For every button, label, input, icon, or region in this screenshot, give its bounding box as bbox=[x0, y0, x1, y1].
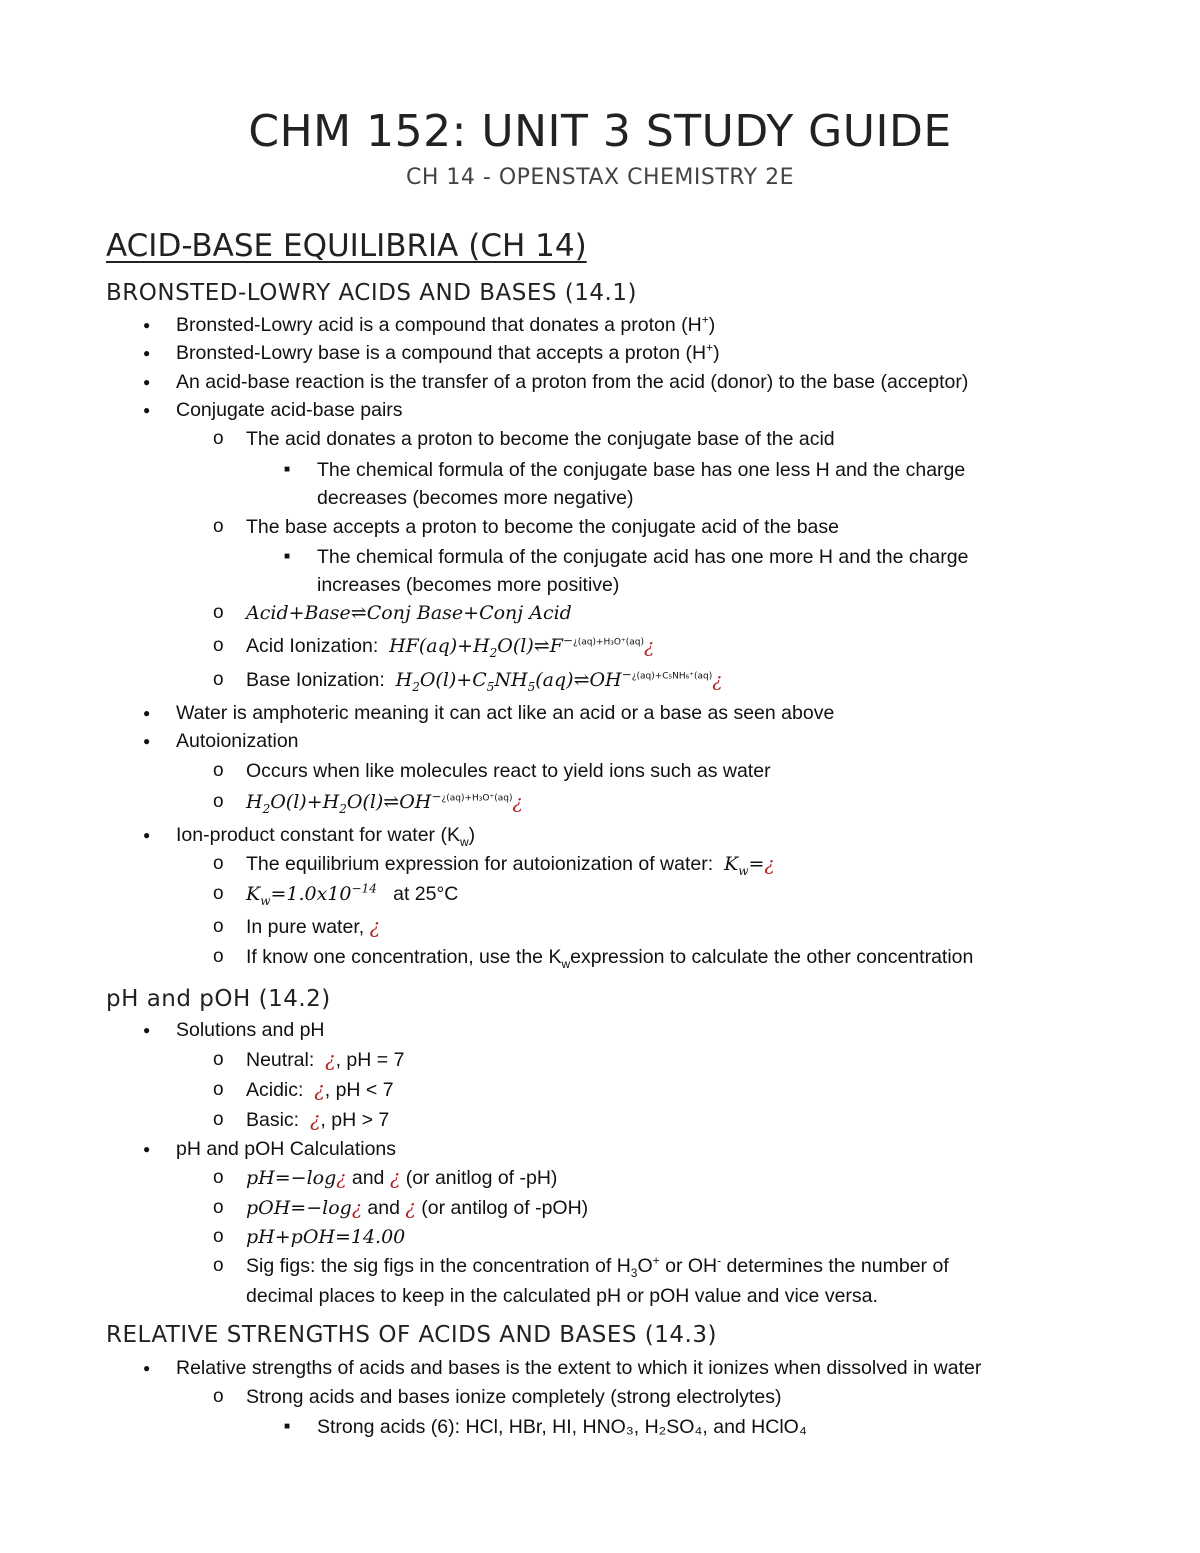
list-item: ● Autoionization bbox=[176, 728, 299, 754]
list-item: o Acidic: ¿, pH < 7 bbox=[246, 1077, 394, 1103]
base-ionization-equation: $H_2O(l)+C_5NH_5(aq)\rightleftharpoons OH^{-¿(aq)+C_5NH_6^+(aq)}¿$ bbox=[395, 667, 723, 694]
list-item: o The acid donates a proton to become the conjugate base of the acid bbox=[246, 426, 835, 452]
list-item: o The equilibrium expression for autoionization of water: $K_w=¿$ bbox=[246, 851, 775, 877]
list-item: o Strong acids and bases ionize completely (strong electrolytes) bbox=[246, 1384, 781, 1410]
autoionization-equation: $H_2O(l)+H_2O(l)\rightleftharpoons OH^{-¿(aq)+H_3O^+(aq)}¿$ bbox=[246, 789, 523, 816]
equation-item: o pH+pOH=14.00 bbox=[246, 1224, 405, 1250]
list-item-continuation: decimal places to keep in the calculated pH or pOH value and vice versa. bbox=[246, 1285, 878, 1307]
equation-item: o Acid Ionization: $HF(aq)+H_2O(l)\rightleftharpoons F^{-¿(aq)+H_3O^+(aq)}¿$ bbox=[246, 633, 654, 659]
list-item: ● pH and pOH Calculations bbox=[176, 1136, 396, 1162]
list-item: ● Water is amphoteric meaning it can act like an acid or a base as seen above bbox=[176, 700, 834, 726]
list-item: ● Solutions and pH bbox=[176, 1017, 325, 1043]
list-item: ■ The chemical formula of the conjugate base has one less H and the charge bbox=[317, 457, 965, 483]
section-heading-strengths: RELATIVE STRENGTHS OF ACIDS AND BASES (14.3) bbox=[106, 1322, 717, 1348]
acid-ionization-equation: $HF(aq)+H_2O(l)\rightleftharpoons F^{-¿(aq)+H_3O^+(aq)}¿$ bbox=[389, 633, 655, 660]
list-item: o Neutral: ¿, pH = 7 bbox=[246, 1047, 404, 1073]
section-heading-bronsted: BRONSTED-LOWRY ACIDS AND BASES (14.1) bbox=[106, 280, 637, 306]
list-item: o Sig figs: the sig figs in the concentration of $H_3O^+$ or OH- determines the number of bbox=[246, 1253, 949, 1279]
list-item-continuation: increases (becomes more positive) bbox=[317, 574, 620, 596]
section-heading-ph: pH and pOH (14.2) bbox=[106, 986, 331, 1012]
list-item: ● Bronsted-Lowry acid is a compound that donates a proton (H+) bbox=[176, 312, 715, 338]
equation-item: o pOH=−log¿ and ¿ (or antilog of -pOH) bbox=[246, 1195, 588, 1221]
page-title: CHM 152: UNIT 3 STUDY GUIDE bbox=[248, 106, 952, 157]
list-item: o Occurs when like molecules react to yield ions such as water bbox=[246, 758, 771, 784]
list-item: o In pure water, ¿ bbox=[246, 914, 380, 940]
list-item: o Basic: ¿, pH > 7 bbox=[246, 1107, 389, 1133]
conjugate-equation: Acid+Base⇌Conj Base+Conj Acid bbox=[246, 602, 572, 624]
page-subtitle: CH 14 - OPENSTAX CHEMISTRY 2E bbox=[406, 165, 794, 190]
equation-item: o pH=−log¿ and ¿ (or anitlog of -pH) bbox=[246, 1165, 557, 1191]
list-item: ■ Strong acids (6): HCl, HBr, HI, HNO₃, H₂SO₄, and HClO₄ bbox=[317, 1414, 807, 1440]
list-item: ● Ion-product constant for water $(K_w)$ bbox=[176, 822, 475, 848]
list-item: ● Bronsted-Lowry base is a compound that accepts a proton (H+) bbox=[176, 340, 720, 366]
list-item: ■ The chemical formula of the conjugate acid has one more H and the charge bbox=[317, 544, 968, 570]
equation-item bbox=[246, 600, 572, 626]
list-item: ● An acid-base reaction is the transfer of a proton from the acid (donor) to the base (acceptor) bbox=[176, 369, 968, 395]
equation-item bbox=[246, 789, 523, 815]
list-item: ● Conjugate acid-base pairs bbox=[176, 397, 403, 423]
list-item: o If know one concentration, use the $K_wexpression$ to calculate the other concentration bbox=[246, 944, 973, 970]
list-item: o $K_w=1.0x10^{-14}$ at 25°C bbox=[246, 881, 458, 907]
list-item: ● Relative strengths of acids and bases is the extent to which it ionizes when dissolved in water bbox=[176, 1355, 981, 1381]
list-item: o The base accepts a proton to become the conjugate acid of the base bbox=[246, 514, 839, 540]
main-heading: ACID-BASE EQUILIBRIA (CH 14) bbox=[106, 228, 587, 264]
list-item-continuation: decreases (becomes more negative) bbox=[317, 487, 634, 509]
equation-item: o Base Ionization: $H_2O(l)+C_5NH_5(aq)\rightleftharpoons OH^{-¿(aq)+C_5NH_6^+(aq)}¿$ bbox=[246, 667, 722, 693]
